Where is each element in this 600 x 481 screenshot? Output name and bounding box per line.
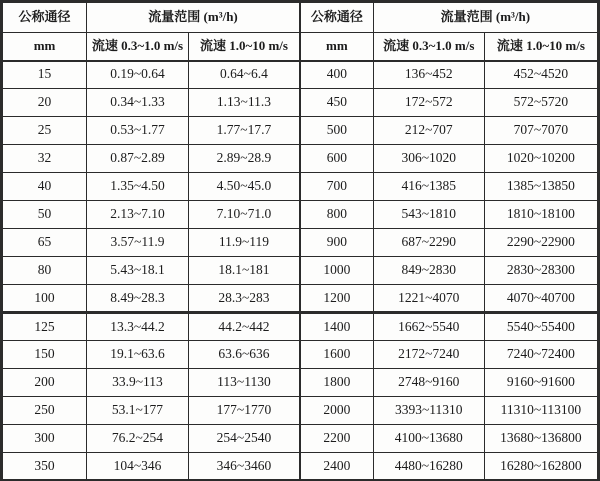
- header-row-main: [3, 3, 300, 33]
- high-velocity-flow-cell: 5540~55400: [484, 313, 597, 341]
- diameter-cell: 800: [301, 201, 374, 229]
- high-velocity-flow-cell: 16280~162800: [484, 453, 597, 481]
- diameter-cell: 300: [3, 425, 87, 453]
- low-velocity-header: 流速 0.3~1.0 m/s: [373, 33, 484, 61]
- low-velocity-flow-cell: 4480~16280: [373, 453, 484, 481]
- table-row: [301, 229, 598, 257]
- flow-range-table-right: [300, 2, 598, 481]
- diameter-cell: 1800: [301, 369, 374, 397]
- diameter-cell: 50: [3, 201, 87, 229]
- diameter-cell: 1600: [301, 341, 374, 369]
- table-row: [3, 397, 300, 425]
- header-row-sub: [301, 33, 598, 61]
- diameter-cell: 400: [301, 61, 374, 89]
- table-row: [3, 173, 300, 201]
- unit-header: mm: [301, 33, 374, 61]
- high-velocity-flow-cell: 572~5720: [484, 89, 597, 117]
- diameter-cell: 900: [301, 229, 374, 257]
- diameter-header: 公称通径: [3, 3, 87, 33]
- low-velocity-flow-cell: 2.13~7.10: [87, 201, 189, 229]
- high-velocity-flow-cell: 2830~28300: [484, 257, 597, 285]
- table-row: [3, 229, 300, 257]
- low-velocity-flow-cell: 849~2830: [373, 257, 484, 285]
- diameter-cell: 65: [3, 229, 87, 257]
- diameter-cell: 20: [3, 89, 87, 117]
- header-row-sub: [3, 33, 300, 61]
- table-row: [301, 61, 598, 89]
- table-row: [301, 369, 598, 397]
- high-velocity-flow-cell: 346~3460: [188, 453, 299, 481]
- table-row: [3, 313, 300, 341]
- diameter-cell: 2000: [301, 397, 374, 425]
- low-velocity-flow-cell: 1662~5540: [373, 313, 484, 341]
- table-row: [3, 201, 300, 229]
- low-velocity-flow-cell: 5.43~18.1: [87, 257, 189, 285]
- table-row: [301, 257, 598, 285]
- high-velocity-flow-cell: 1385~13850: [484, 173, 597, 201]
- low-velocity-flow-cell: 172~572: [373, 89, 484, 117]
- low-velocity-flow-cell: 1.35~4.50: [87, 173, 189, 201]
- table-row: [3, 285, 300, 313]
- table-row: [3, 453, 300, 481]
- low-velocity-flow-cell: 543~1810: [373, 201, 484, 229]
- high-velocity-flow-cell: 9160~91600: [484, 369, 597, 397]
- high-velocity-flow-cell: 177~1770: [188, 397, 299, 425]
- flow-range-table-left: [2, 2, 300, 481]
- table-left-half: [2, 2, 300, 479]
- high-velocity-flow-cell: 452~4520: [484, 61, 597, 89]
- low-velocity-flow-cell: 53.1~177: [87, 397, 189, 425]
- diameter-cell: 150: [3, 341, 87, 369]
- low-velocity-flow-cell: 3393~11310: [373, 397, 484, 425]
- table-row: [301, 341, 598, 369]
- low-velocity-flow-cell: 0.87~2.89: [87, 145, 189, 173]
- high-velocity-flow-cell: 63.6~636: [188, 341, 299, 369]
- diameter-cell: 40: [3, 173, 87, 201]
- diameter-cell: 200: [3, 369, 87, 397]
- high-velocity-flow-cell: 7240~72400: [484, 341, 597, 369]
- table-row: [301, 89, 598, 117]
- high-velocity-header: 流速 1.0~10 m/s: [188, 33, 299, 61]
- diameter-cell: 1400: [301, 313, 374, 341]
- high-velocity-flow-cell: 1810~18100: [484, 201, 597, 229]
- table-row: [3, 257, 300, 285]
- high-velocity-flow-cell: 44.2~442: [188, 313, 299, 341]
- low-velocity-flow-cell: 13.3~44.2: [87, 313, 189, 341]
- diameter-cell: 600: [301, 145, 374, 173]
- table-row: [301, 453, 598, 481]
- low-velocity-flow-cell: 212~707: [373, 117, 484, 145]
- high-velocity-flow-cell: 28.3~283: [188, 285, 299, 313]
- table-row: [301, 201, 598, 229]
- diameter-cell: 700: [301, 173, 374, 201]
- low-velocity-flow-cell: 136~452: [373, 61, 484, 89]
- table-row: [301, 145, 598, 173]
- table-row: [301, 313, 598, 341]
- diameter-cell: 32: [3, 145, 87, 173]
- high-velocity-flow-cell: 2.89~28.9: [188, 145, 299, 173]
- diameter-cell: 450: [301, 89, 374, 117]
- high-velocity-flow-cell: 4.50~45.0: [188, 173, 299, 201]
- diameter-cell: 500: [301, 117, 374, 145]
- flow-range-header: 流量范围 (m³/h): [87, 3, 300, 33]
- low-velocity-flow-cell: 4100~13680: [373, 425, 484, 453]
- diameter-cell: 1000: [301, 257, 374, 285]
- diameter-header: 公称通径: [301, 3, 374, 33]
- diameter-cell: 350: [3, 453, 87, 481]
- diameter-cell: 80: [3, 257, 87, 285]
- table-row: [3, 145, 300, 173]
- low-velocity-flow-cell: 76.2~254: [87, 425, 189, 453]
- high-velocity-flow-cell: 11310~113100: [484, 397, 597, 425]
- low-velocity-flow-cell: 416~1385: [373, 173, 484, 201]
- low-velocity-flow-cell: 2172~7240: [373, 341, 484, 369]
- diameter-cell: 100: [3, 285, 87, 313]
- high-velocity-flow-cell: 4070~40700: [484, 285, 597, 313]
- high-velocity-flow-cell: 254~2540: [188, 425, 299, 453]
- low-velocity-flow-cell: 687~2290: [373, 229, 484, 257]
- high-velocity-flow-cell: 707~7070: [484, 117, 597, 145]
- low-velocity-flow-cell: 19.1~63.6: [87, 341, 189, 369]
- table-row: [3, 425, 300, 453]
- diameter-cell: 125: [3, 313, 87, 341]
- high-velocity-flow-cell: 7.10~71.0: [188, 201, 299, 229]
- high-velocity-flow-cell: 2290~22900: [484, 229, 597, 257]
- table-row: [301, 397, 598, 425]
- high-velocity-header: 流速 1.0~10 m/s: [484, 33, 597, 61]
- header-row-main: [301, 3, 598, 33]
- low-velocity-flow-cell: 104~346: [87, 453, 189, 481]
- flow-range-header: 流量范围 (m³/h): [373, 3, 597, 33]
- low-velocity-flow-cell: 33.9~113: [87, 369, 189, 397]
- high-velocity-flow-cell: 1.13~11.3: [188, 89, 299, 117]
- diameter-cell: 1200: [301, 285, 374, 313]
- diameter-cell: 2200: [301, 425, 374, 453]
- table-row: [3, 117, 300, 145]
- table-row: [3, 89, 300, 117]
- low-velocity-header: 流速 0.3~1.0 m/s: [87, 33, 189, 61]
- low-velocity-flow-cell: 0.19~0.64: [87, 61, 189, 89]
- low-velocity-flow-cell: 306~1020: [373, 145, 484, 173]
- low-velocity-flow-cell: 0.34~1.33: [87, 89, 189, 117]
- unit-header: mm: [3, 33, 87, 61]
- low-velocity-flow-cell: 2748~9160: [373, 369, 484, 397]
- table-row: [301, 425, 598, 453]
- high-velocity-flow-cell: 0.64~6.4: [188, 61, 299, 89]
- high-velocity-flow-cell: 1020~10200: [484, 145, 597, 173]
- table-row: [301, 117, 598, 145]
- table-row: [301, 173, 598, 201]
- diameter-cell: 15: [3, 61, 87, 89]
- high-velocity-flow-cell: 1.77~17.7: [188, 117, 299, 145]
- table-row: [3, 341, 300, 369]
- low-velocity-flow-cell: 0.53~1.77: [87, 117, 189, 145]
- high-velocity-flow-cell: 113~1130: [188, 369, 299, 397]
- diameter-cell: 250: [3, 397, 87, 425]
- table-row: [301, 285, 598, 313]
- low-velocity-flow-cell: 8.49~28.3: [87, 285, 189, 313]
- high-velocity-flow-cell: 18.1~181: [188, 257, 299, 285]
- table-row: [3, 369, 300, 397]
- table-right-half: [300, 2, 598, 479]
- diameter-cell: 2400: [301, 453, 374, 481]
- diameter-cell: 25: [3, 117, 87, 145]
- low-velocity-flow-cell: 3.57~11.9: [87, 229, 189, 257]
- high-velocity-flow-cell: 13680~136800: [484, 425, 597, 453]
- table-row: [3, 61, 300, 89]
- low-velocity-flow-cell: 1221~4070: [373, 285, 484, 313]
- high-velocity-flow-cell: 11.9~119: [188, 229, 299, 257]
